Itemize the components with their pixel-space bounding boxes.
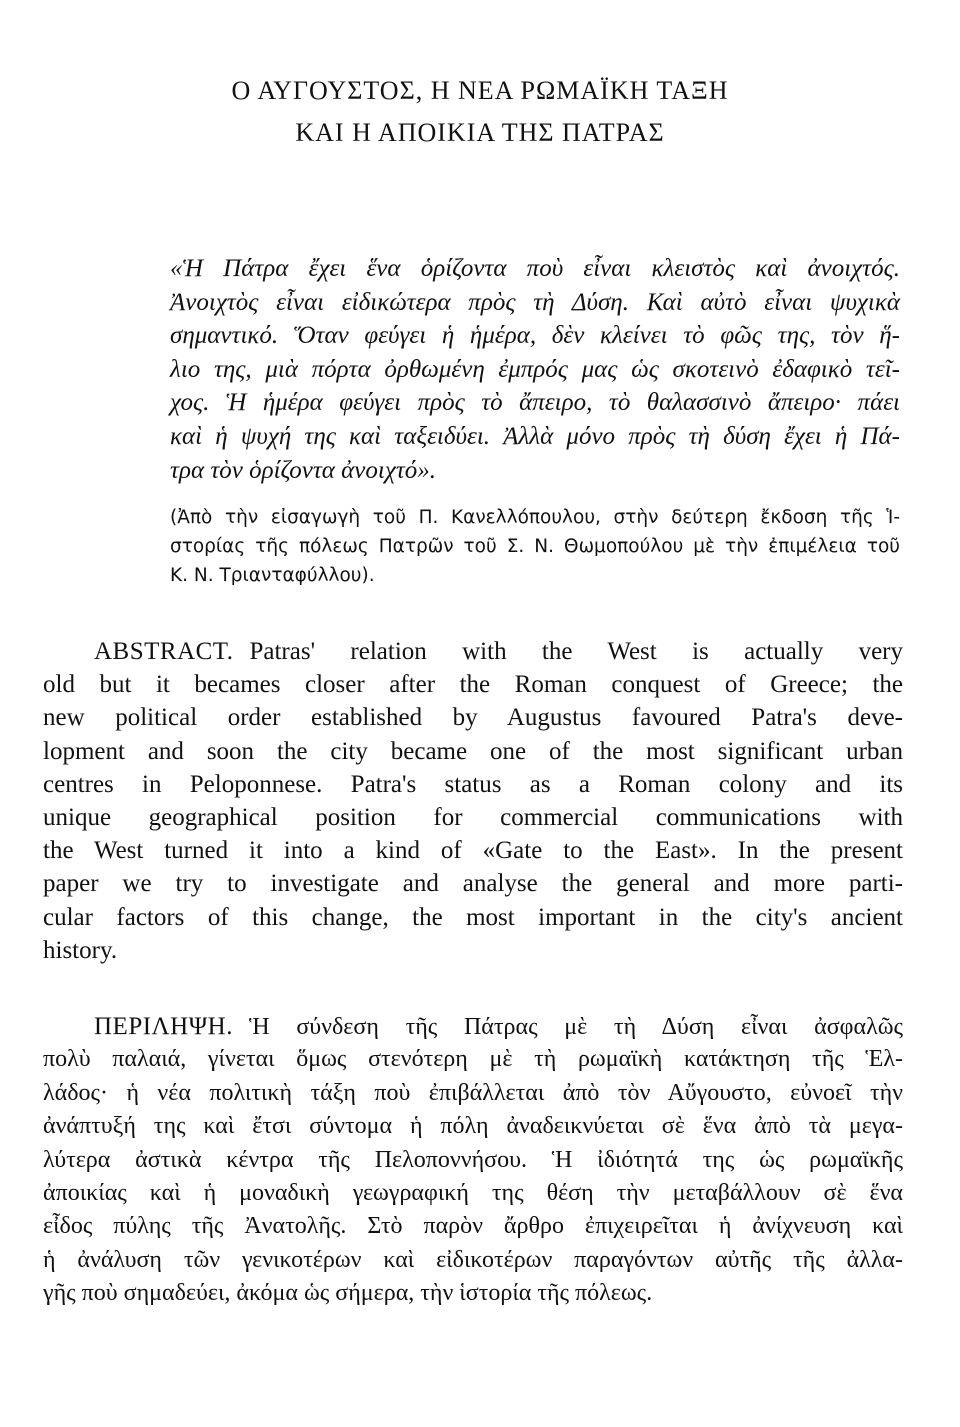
abstract-line: centres in Peloponnese. Patra's status as a Roman colony and its [43, 770, 903, 798]
title-line-1: Ο ΑΥΓΟΥΣΤΟΣ, Η ΝΕΑ ΡΩΜΑΪΚΗ ΤΑΞΗ [231, 76, 729, 105]
article-title [0, 70, 960, 154]
abstract-line: unique geographical position for commercial communications with [43, 803, 903, 831]
summary-line: λύτερα ἀστικὰ κέντρα τῆς Πελοποννήσου. Ἡ ἰδιότητά της ὡς ρωμαϊκῆς [43, 1146, 903, 1173]
abstract-first-line-text: Patras' relation with the West is actually very [249, 638, 903, 665]
summary-heading: ΠΕΡΙΛΗΨΗ. [94, 1013, 233, 1040]
abstract-heading: ABSTRACT. [94, 638, 234, 665]
abstract-line: paper we try to investigate and analyse the general and more parti- [43, 870, 903, 898]
abstract-line: lopment and soon the city became one of the most significant urban [43, 737, 903, 765]
summary-first-line-text: Ἡ σύνδεση τῆς Πάτρας μὲ τὴ Δύση εἶναι ἀσφαλῶς [249, 1014, 903, 1040]
abstract-last-line: history. [43, 936, 118, 964]
summary-last-line: γῆς ποὺ σημαδεύει, ἀκόμα ὡς σήμερα, τὴν ἱστορία τῆς πόλεως. [43, 1280, 653, 1307]
epigraph-line: σημαντικό. Ὅταν φεύγει ἡ ἡμέρα, δὲν κλείνει τὸ φῶς της, τὸν ἥ- [170, 322, 900, 350]
summary-line: λάδος· ἡ νέα πολιτικὴ τάξη ποὺ ἐπιβάλλεται ἀπὸ τὸν Αὔγουστο, εὐνοεῖ τὴν [43, 1079, 903, 1106]
source-line: (Ἀπὸ τὴν εἰσαγωγὴ τοῦ Π. Κανελλόπουλου, στὴν δεύτερη ἔκδοση τῆς Ἱ- [170, 507, 900, 528]
summary-line: ἡ ἀνάλυση τῶν γενικοτέρων καὶ εἰδικοτέρων παραγόντων αὐτῆς τῆς ἀλλα- [43, 1246, 903, 1273]
abstract-section [43, 635, 903, 967]
epigraph-source [170, 503, 900, 590]
abstract-first-line [43, 635, 903, 668]
summary-line: ἀνάπτυξή της καὶ ἔτσι σύντομα ἡ πόλη ἀναδεικνύεται σὲ ἕνα ἀπὸ τὰ μεγα- [43, 1113, 903, 1140]
source-line: Κ. Ν. Τριανταφύλλου). [170, 565, 375, 586]
abstract-line: old but it becames closer after the Roman conquest of Greece; the [43, 671, 903, 699]
epigraph-line: καὶ ἡ ψυχή της καὶ ταξειδύει. Ἀλλὰ μόνο πρὸς τὴ δύση ἔχει ἡ Πά- [170, 422, 900, 450]
title-line-2: ΚΑΙ Η ΑΠΟΙΚΙΑ ΤΗΣ ΠΑΤΡΑΣ [295, 118, 665, 147]
epigraph-line: τρα τὸν ὁρίζοντα ἀνοιχτό». [170, 456, 437, 484]
epigraph-line: λιο της, μιὰ πόρτα ὀρθωμένη ἐμπρός μας ὡς σκοτεινὸ ἐδαφικὸ τεῖ- [170, 355, 900, 383]
source-line: στορίας τῆς πόλεως Πατρῶν τοῦ Σ. Ν. Θωμοπούλου μὲ τὴν ἐπιμέλεια τοῦ [170, 536, 900, 557]
summary-line: πολὺ παλαιά, γίνεται ὅμως στενότερη μὲ τὴ ρωμαϊκὴ κατάκτηση τῆς Ἑλ- [43, 1046, 903, 1073]
abstract-line: the West turned it into a kind of «Gate to the East». In the present [43, 837, 903, 865]
abstract-line: cular factors of this change, the most important in the city's ancient [43, 903, 903, 931]
epigraph-quote [170, 252, 900, 487]
summary-line: εἶδος πύλης τῆς Ἀνατολῆς. Στὸ παρὸν ἄρθρο ἐπιχειρεῖται ἡ ἀνίχνευση καὶ [43, 1213, 903, 1240]
summary-line: ἀποικίας καὶ ἡ μοναδικὴ γεωγραφική της θέση τὴν μεταβάλλουν σὲ ἕνα [43, 1179, 903, 1206]
greek-summary-section [43, 1010, 903, 1311]
epigraph-line: χος. Ἡ ἡμέρα φεύγει πρὸς τὸ ἄπειρο, τὸ θαλασσινὸ ἄπειρο· πάει [170, 389, 900, 417]
summary-first-line [43, 1010, 903, 1043]
epigraph-line: Ἀνοιχτὸς εἶναι εἰδικώτερα πρὸς τὴ Δύση. Καὶ αὐτὸ εἶναι ψυχικὰ [170, 288, 900, 316]
epigraph-line: «Ἡ Πάτρα ἔχει ἕνα ὁρίζοντα ποὺ εἶναι κλειστὸς καὶ ἀνοιχτός. [170, 255, 900, 282]
abstract-line: new political order established by Augustus favoured Patra's deve- [43, 704, 903, 732]
